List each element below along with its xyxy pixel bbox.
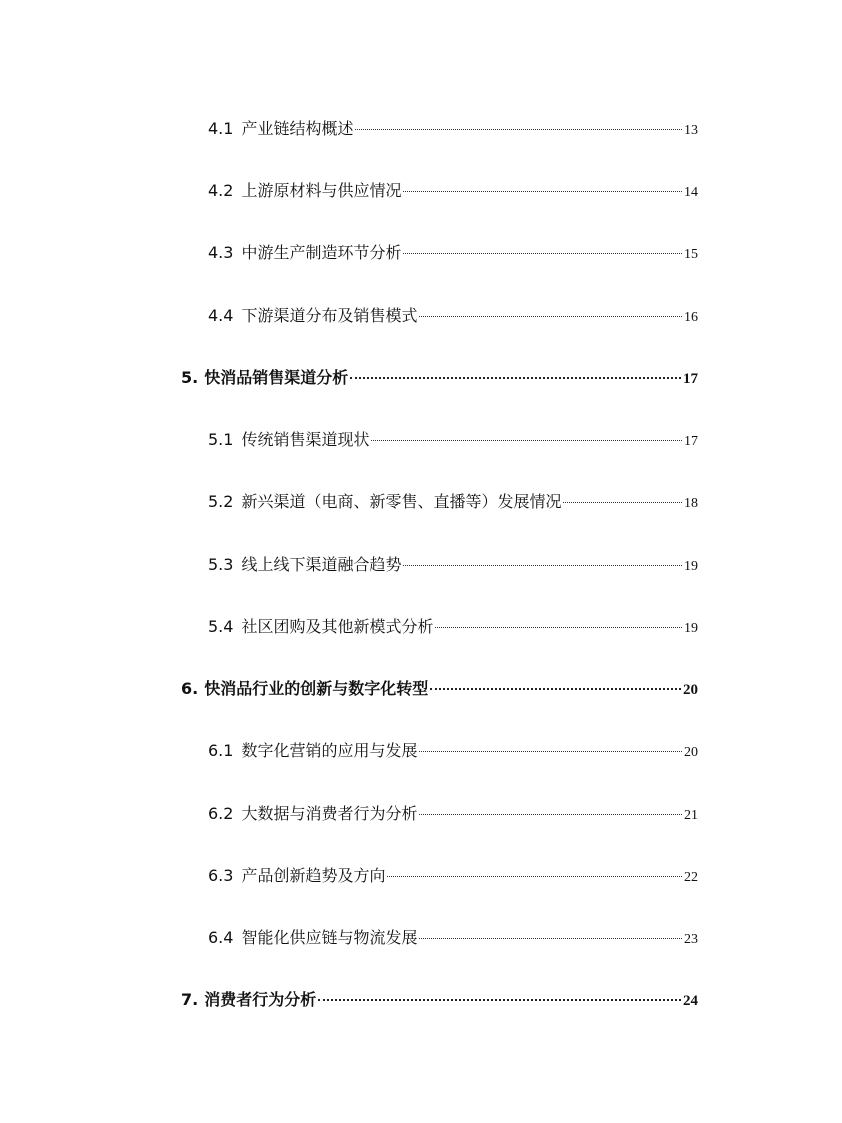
toc-entry-page: 21: [684, 808, 698, 823]
toc-entry-title: 社区团购及其他新模式分析: [241, 617, 434, 636]
toc-entry-page: 14: [684, 185, 698, 200]
toc-dot-leader: [563, 502, 682, 503]
toc-entry-6[interactable]: [181, 677, 698, 701]
toc-dot-leader: [435, 627, 682, 628]
toc-entry-title: 数字化营销的应用与发展: [241, 741, 418, 760]
toc-dot-leader: [419, 938, 682, 939]
toc-entry-6-1[interactable]: [208, 739, 698, 763]
toc-entry-title: 上游原材料与供应情况: [241, 181, 402, 200]
toc-dot-leader: [419, 751, 682, 752]
toc-entry-5-3[interactable]: [208, 553, 698, 577]
toc-entry-6-3[interactable]: [208, 864, 698, 888]
toc-entry-title: 产业链结构概述: [241, 119, 354, 138]
toc-dot-leader: [403, 191, 682, 192]
toc-entry-5[interactable]: [181, 366, 698, 390]
toc-entry-page: 15: [684, 247, 698, 262]
toc-entry-4-4[interactable]: [208, 304, 698, 328]
toc-entry-page: 20: [684, 745, 698, 760]
toc-entry-6-2[interactable]: [208, 802, 698, 826]
toc-entry-number: 5.3: [208, 555, 234, 574]
toc-dot-leader: [350, 377, 681, 379]
toc-dot-leader: [403, 565, 682, 566]
toc-entry-4-2[interactable]: [208, 179, 698, 203]
toc-entry-number: 6.2: [208, 804, 234, 823]
toc-entry-number: 5.2: [208, 492, 234, 511]
toc-entry-7[interactable]: [181, 988, 698, 1012]
toc-entry-page: 17: [683, 371, 698, 387]
toc-entry-page: 24: [683, 993, 698, 1009]
toc-entry-title: 传统销售渠道现状: [241, 430, 370, 449]
toc-entry-page: 19: [684, 621, 698, 636]
toc-entry-page: 18: [684, 496, 698, 511]
toc-entry-title: 下游渠道分布及销售模式: [241, 306, 418, 325]
toc-dot-leader: [371, 440, 682, 441]
toc-entry-number: 5.4: [208, 617, 234, 636]
toc-entry-6-4[interactable]: [208, 926, 698, 950]
toc-dot-leader: [430, 688, 681, 690]
toc-entry-title: 消费者行为分析: [204, 990, 317, 1009]
toc-entry-title: 线上线下渠道融合趋势: [241, 555, 402, 574]
toc-dot-leader: [419, 814, 682, 815]
toc-entry-5-2[interactable]: [208, 490, 698, 514]
toc-entry-number: 4.1: [208, 119, 234, 138]
toc-entry-5-1[interactable]: [208, 428, 698, 452]
toc-entry-page: 20: [683, 682, 698, 698]
toc-entry-number: 5.1: [208, 430, 234, 449]
toc-entry-number: 4.2: [208, 181, 234, 200]
toc-dot-leader: [355, 129, 682, 130]
toc-entry-number: 6.1: [208, 741, 234, 760]
toc-entry-title: 快消品行业的创新与数字化转型: [204, 679, 429, 698]
toc-entry-number: 6.4: [208, 928, 234, 947]
toc-entry-number: 6.3: [208, 866, 234, 885]
toc-dot-leader: [403, 253, 682, 254]
toc-entry-title: 大数据与消费者行为分析: [241, 804, 418, 823]
toc-entry-title: 智能化供应链与物流发展: [241, 928, 418, 947]
toc-dot-leader: [387, 876, 682, 877]
toc-entry-page: 23: [684, 932, 698, 947]
toc-dot-leader: [318, 999, 681, 1001]
toc-entry-4-3[interactable]: [208, 241, 698, 265]
toc-entry-page: 19: [684, 559, 698, 574]
toc-entry-number: 5.: [181, 368, 199, 387]
toc-entry-number: 4.3: [208, 243, 234, 262]
toc-entry-page: 22: [684, 870, 698, 885]
toc-dot-leader: [419, 316, 682, 317]
toc-entry-4-1[interactable]: [208, 117, 698, 141]
toc-entry-page: 13: [684, 123, 698, 138]
toc-entry-title: 中游生产制造环节分析: [241, 243, 402, 262]
toc-entry-page: 16: [684, 310, 698, 325]
toc-entry-5-4[interactable]: [208, 615, 698, 639]
toc-entry-title: 新兴渠道（电商、新零售、直播等）发展情况: [241, 492, 562, 511]
toc-entry-title: 快消品销售渠道分析: [204, 368, 349, 387]
toc-entry-number: 7.: [181, 990, 199, 1009]
toc-entry-page: 17: [684, 434, 698, 449]
toc-entry-title: 产品创新趋势及方向: [241, 866, 386, 885]
toc-entry-number: 4.4: [208, 306, 234, 325]
toc-entry-number: 6.: [181, 679, 199, 698]
